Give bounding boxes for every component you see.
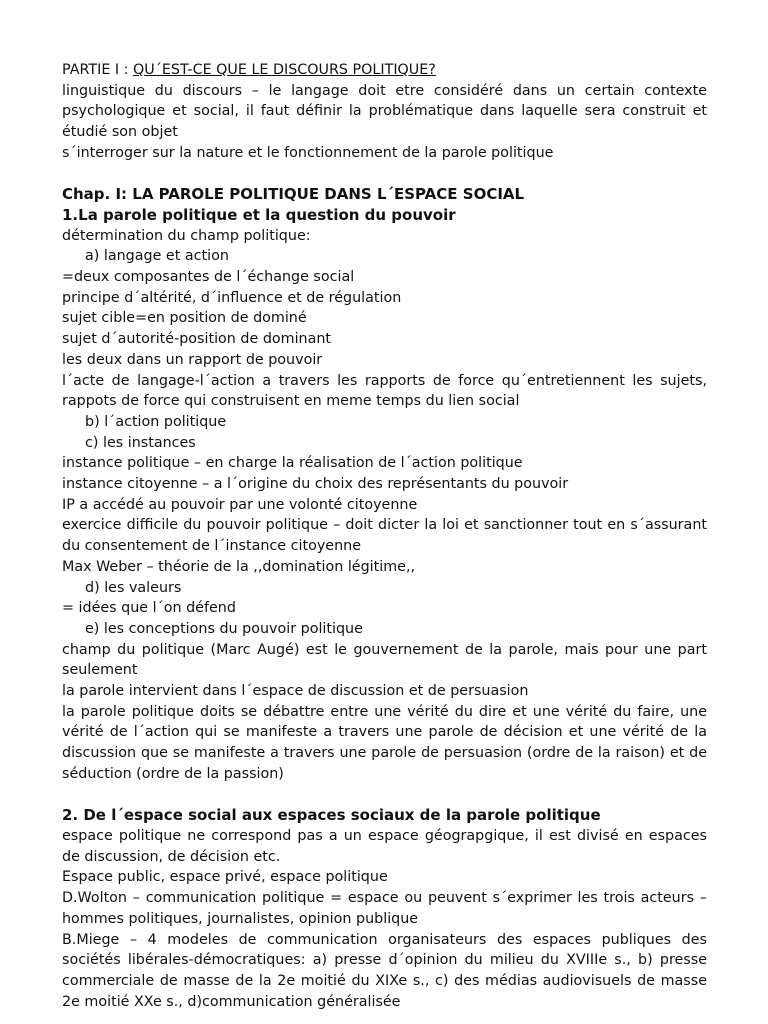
list-item: a) langage et action	[85, 248, 229, 265]
document-page	[62, 60, 707, 1012]
section1-heading: 1.La parole politique et la question du pouvoir	[62, 205, 456, 224]
text-line: détermination du champ politique:	[62, 227, 311, 244]
text-paragraph: exercice difficile du pouvoir politique – doit dicter la loi et sanctionner tout en s´assurant du consentement de l´instance citoyenne	[62, 517, 707, 555]
text-line: Espace public, espace privé, espace politique	[62, 869, 388, 886]
text-paragraph: espace politique ne correspond pas a un espace géograpgique, il est divisé en espaces de discussion, de décision etc.	[62, 827, 707, 865]
chapter-heading: Chap. I: LA PAROLE POLITIQUE DANS L´ESPACE SOCIAL	[62, 185, 525, 204]
text-line: les deux dans un rapport de pouvoir	[62, 351, 323, 368]
partie-heading	[62, 60, 707, 81]
text-paragraph: champ du politique (Marc Augé) est le gouvernement de la parole, mais pour une part seulement	[62, 641, 707, 679]
text-line: = idées que l´on défend	[62, 600, 236, 617]
list-item: b) l´action politique	[85, 413, 227, 430]
text-line: instance politique – en charge la réalisation de l´action politique	[62, 455, 523, 472]
text-paragraph: D.Wolton – communication politique = espace ou peuvent s´exprimer les trois acteurs – hommes politiques, journalistes, opinion publique	[62, 890, 707, 927]
text-line: la parole intervient dans l´espace de discussion et de persuasion	[62, 683, 529, 700]
text-paragraph: B.Miege – 4 modeles de communication organisateurs des espaces publiques des sociétés libérales-démocratiques: a) presse d´opinion du milieu du XVIIIe s., b) presse commerciale de masse de la 2e moitié du XIXe s., c) des médias audiovisuels de masse 2e moitié XXe s., d)communication généralisée	[62, 931, 707, 1010]
list-item: e) les conceptions du pouvoir politique	[85, 620, 363, 637]
text-line: sujet d´autorité-position de dominant	[62, 331, 332, 348]
list-item: c) les instances	[85, 434, 196, 451]
intro-line: s´interroger sur la nature et le fonctionnement de la parole politique	[62, 144, 554, 161]
text-line: instance citoyenne – a l´origine du choix des représentants du pouvoir	[62, 476, 569, 493]
section2-heading: 2. De l´espace social aux espaces sociaux de la parole politique	[62, 806, 601, 825]
text-paragraph: la parole politique doits se débattre entre une vérité du dire et une vérité du faire, une vérité de l´action qui se manifeste a travers une parole de décision et une vérité de la discussion que se manifeste a travers une parole de persuasion (ordre de la raison) et de séduction (ordre de la passion)	[62, 703, 707, 782]
partie-prefix: PARTIE I :	[62, 62, 134, 78]
text-line: sujet cible=en position de dominé	[62, 310, 307, 327]
text-paragraph: l´acte de langage-l´action a travers les rapports de force qu´entretiennent les sujets, rappots de force qui construisent en meme temps du lien social	[62, 372, 707, 410]
text-line: IP a accédé au pouvoir par une volonté citoyenne	[62, 496, 418, 513]
partie-title: QU´EST-CE QUE LE DISCOURS POLITIQUE?	[133, 62, 436, 78]
text-line: =deux composantes de l´échange social	[62, 269, 355, 286]
intro-paragraph: linguistique du discours – le langage doit etre considéré dans un certain contexte psychologique et social, il faut définir la problématique dans laquelle sera construit et étudié son objet	[62, 82, 707, 141]
text-line: principe d´altérité, d´influence et de régulation	[62, 289, 402, 306]
text-line: Max Weber – théorie de la ,,domination légitime,,	[62, 558, 416, 575]
list-item: d) les valeurs	[85, 579, 182, 596]
